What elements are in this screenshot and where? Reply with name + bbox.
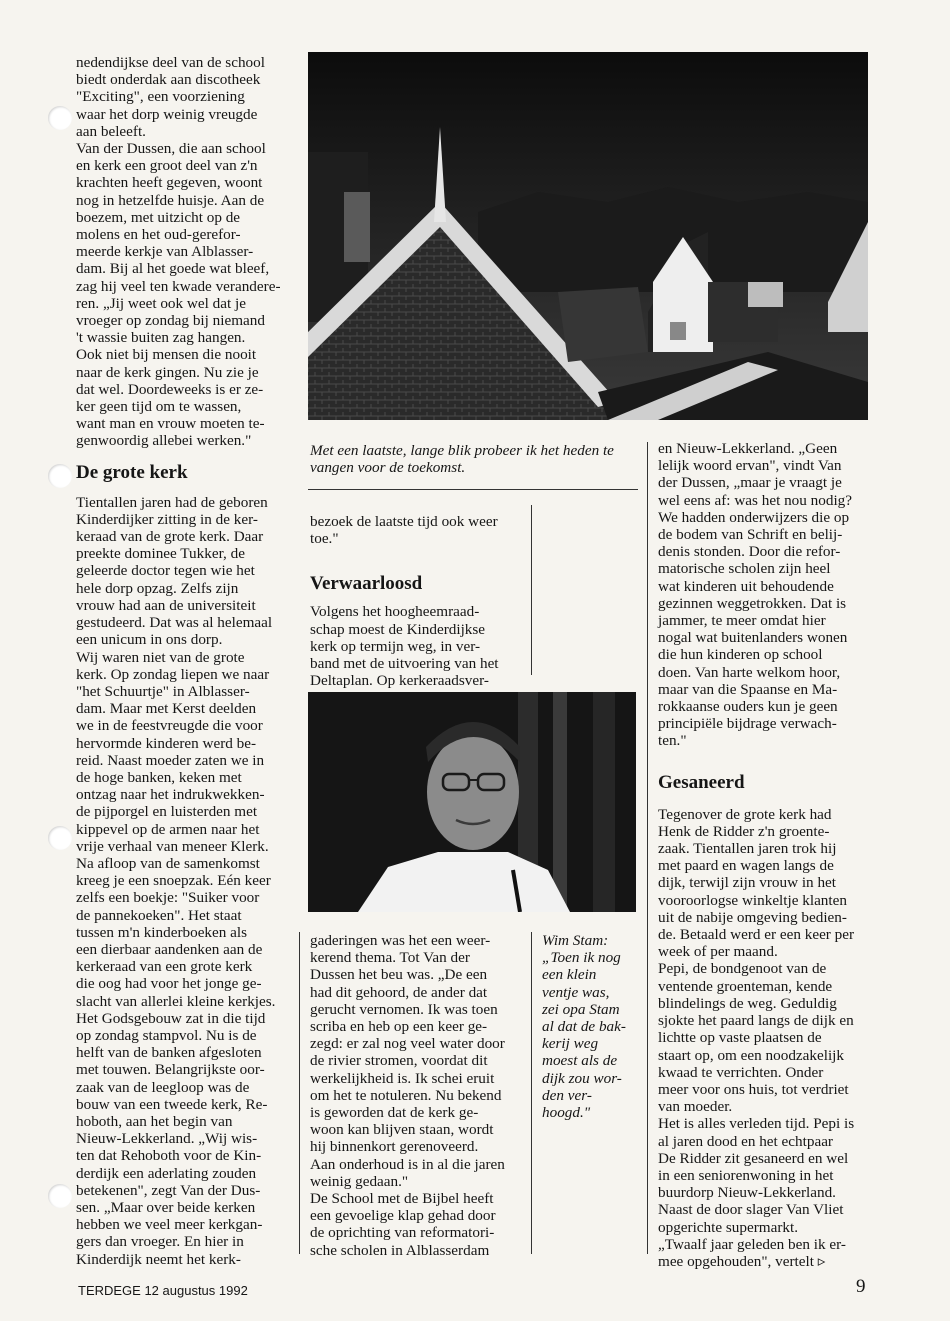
page-number: 9 — [856, 1276, 866, 1297]
column-divider — [299, 932, 300, 1254]
caption-divider — [308, 489, 638, 490]
column-divider — [531, 932, 532, 1254]
article-column-1 — [76, 54, 288, 1268]
section-heading-de-grote-kerk: De grote kerk — [76, 461, 188, 483]
column-divider — [531, 505, 532, 675]
article-column-2-top — [310, 513, 532, 689]
column-1-intro-text: nedendijkse deel van de school biedt onderdak aan discotheek "Exciting", een voorziening waar het dorp weinig vreugde aan beleeft. Van der Dussen, die aan school en kerk een groot deel van z'n krachten heeft gegeven, woont nog in hetzelfde huisje. Aan de boezem, met uitzicht op de molens en het oud-gerefor- meerde kerkje van Alblasser- dam. Bij al het goede wat bleef, zag hij veel ten kwade verandere- ren. „Jij weet ook wel dat je vroeger op zondag bij niemand 't wassie buiten zag hangen. Ook niet bij mensen die nooit naar de kerk gingen. Nu zie je dat wel. Doordeweeks is er ze- ker geen tijd om te wassen, want man en vrouw moeten te- genwoordig allebei werken." — [76, 54, 281, 450]
portrait-photo-caption: Wim Stam: „Toen ik nog een klein ventje was, zei opa Stam al dat de bak- kerij weg moest als de dijk zou wor- den ver- hoogd." — [542, 932, 626, 1122]
column-2-top-text: bezoek de laatste tijd ook weer toe." — [310, 513, 498, 548]
article-column-2-bottom — [310, 932, 532, 1259]
column-1-body-text: Tientallen jaren had de geboren Kinderdijker zitting in de ker- keraad van de grote kerk. Daar preekte dominee Tukker, de geleerde doctor tegen wie het hele dorp opzag. Zelfs zijn vrouw had aan de universiteit gestudeerd. Dat was al helemaal een unicum in ons dorp. Wij waren niet van de grote kerk. Op zondag liepen we naar "het Schuurtje" in Alblasser- dam. Maar met Kerst deelden we in de feestvreugde die voor hervormde kinderen werd be- reid. Naast moeder zaten we in de hoge banken, keken met ontzag naar het indrukwekken- de pijporgel en luisterden met kippevel op de armen naar het vrije verhaal van meneer Klerk. Na afloop van de samenkomst kreeg je een snoepzak. Eén keer zelfs een boekje: "Suiker voor de pannekoeken". Het staat tussen m'n kinderboeken als een dierbaar aandenken aan de kerkeraad van een grote kerk die oog had voor het jonge ge- slacht van allerlei kleine kerkjes. Het Godsgebouw zat in die tijd op zondag stampvol. Nu is de helft van de banken afgesloten met touwen. Belangrijkste oor- zaak van de leegloop was de bouw van een tweede kerk, Re- hoboth, aan het begin van Nieuw-Lekkerland. „Wij wis- ten dat Rehoboth voor de Kin- derdijk een aderlating zouden betekenen", zegt Van der Dus- sen. „Maar over beide kerken hebben we veel meer kerkgan- gers dan vroeger. En hier in Kinderdijk neemt het kerk- — [76, 493, 276, 1268]
section-heading-verwaarloosd: Verwaarloosd — [310, 573, 423, 595]
column-3-top-text: en Nieuw-Lekkerland. „Geen lelijk woord ervan", vindt Van der Dussen, „maar je vraagt je wel eens af: was het nou nodig? We hadden onderwijzers die op de bodem van Schrift en belij- denis stonden. Door die refor- matorische scholen zijn heel wat kinderen uit behoudende gezinnen weggetrokken. Dat is jammer, te meer omdat hier nogal wat buitenlanders wonen die hun kinderen op school doen. Van harte welkom hoor, maar van die Spaanse en Ma- rokkaanse ouders kun je geen principiële bijdrage verwach- ten." — [658, 440, 853, 750]
column-3-body-text: Tegenover de grote kerk had Henk de Ridder z'n groente- zaak. Tientallen jaren trok hij met paard en wagen langs de dijk, terwijl zijn vrouw in het vooroorlogse winkeltje klanten uit de nabije omgeving bedien- de. Betaald werd er een keer per week of per maand. Pepi, de bondgenoot van de ventende groenteman, kende blindelings de weg. Geduldig sjokte het paard langs de dijk en lichtte op vaste plaatsen de staart op, om een noodzakelijk kwaad te verrichten. Onder meer voor ons huis, tot verdriet van moeder. Het is alles verleden tijd. Pepi is al jaren dood en het echtpaar De Ridder zit gesaneerd en wel in een seniorenwoning in het buurdorp Nieuw-Lekkerland. Naast de door slager Van Vliet opgerichte supermarkt. „Twaalf jaar geleden ben ik er- mee opgehouden", vertelt ▹ — [658, 805, 855, 1270]
article-column-3 — [658, 440, 870, 1270]
binder-hole — [48, 826, 72, 850]
rooftops-photo-image — [308, 52, 868, 420]
portrait-photo-image — [308, 692, 636, 912]
binder-hole — [48, 106, 72, 130]
section-heading-gesaneerd: Gesaneerd — [658, 771, 745, 793]
binder-hole — [48, 464, 72, 488]
binder-hole — [48, 1184, 72, 1208]
column-divider — [647, 442, 648, 1254]
rooftops-photo-caption: Met een laatste, lange blik probeer ik het heden te vangen voor de toekomst. — [310, 442, 614, 477]
column-2-body-2: gaderingen was het een weer- kerend thema. Tot Van der Dussen het beu was. „De een had dit gehoord, de ander dat gerucht vernomen. Ik was toen scriba en heb op een keer ge- zegd: er zal nog veel water door de rivier stromen, voordat dit werkelijkheid is. Ik schei eruit om het te notuleren. Nu bekend is geworden dat de kerk ge- woon kan blijven staan, wordt hij binnenkort gerenoveerd. Aan onderhoud is in al die jaren weinig gedaan." De School met de Bijbel heeft een gevoelige klap gehad door de oprichting van reformatori- sche scholen in Alblasserdam — [310, 932, 505, 1259]
rooftops-photo — [308, 52, 868, 420]
publication-footer: TERDEGE 12 augustus 1992 — [78, 1283, 248, 1298]
column-2-body-1: Volgens het hoogheemraad- schap moest de Kinderdijkse kerk op termijn weg, in ver- band met de uitvoering van het Deltaplan. Op kerkeraadsver- — [310, 603, 499, 690]
portrait-photo-wim-stam — [308, 692, 636, 912]
